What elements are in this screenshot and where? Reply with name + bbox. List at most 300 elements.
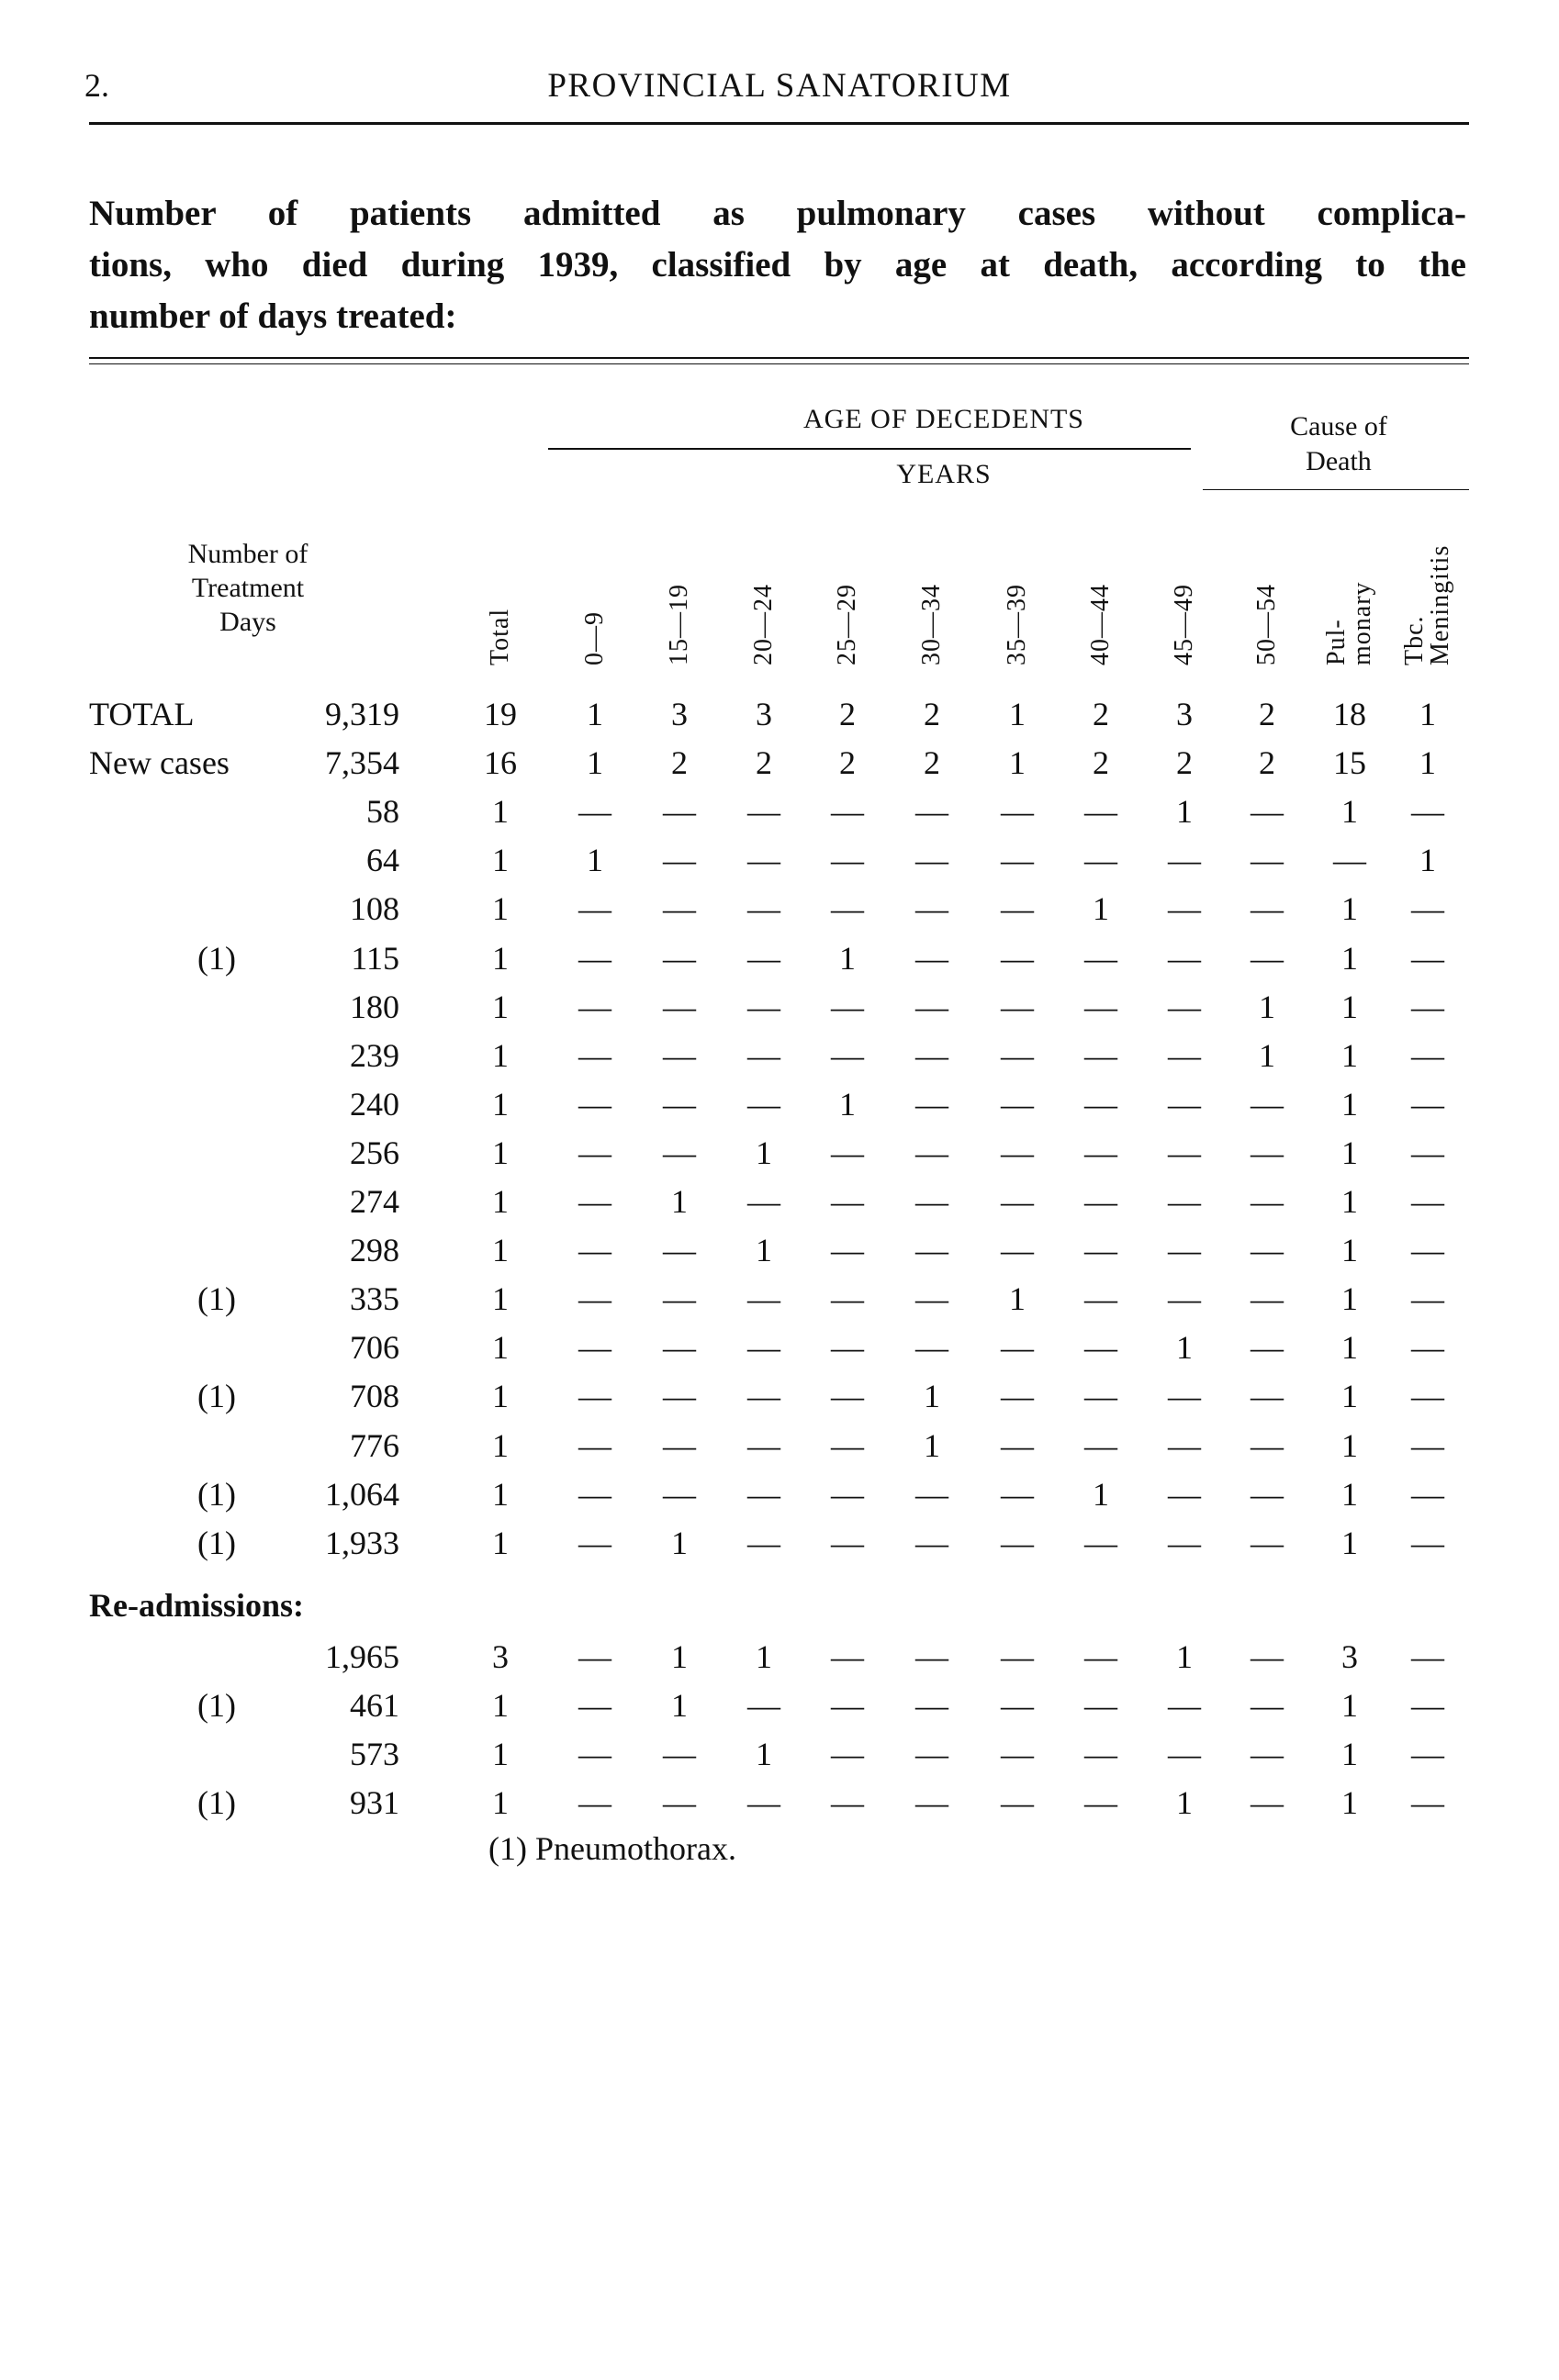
table-row: [0, 1324, 1559, 1371]
row-note-marker: (1): [197, 1475, 236, 1513]
treatment-days-cell: 7,354: [325, 744, 399, 782]
table-cell: 2: [756, 744, 772, 782]
table-cell: —: [747, 842, 780, 879]
table-cell: —: [1411, 1638, 1444, 1675]
table-cell: —: [578, 1329, 611, 1367]
table-cell: —: [1168, 1280, 1201, 1318]
table-cell: —: [578, 1736, 611, 1773]
table-cell: 1: [1341, 1085, 1358, 1123]
table-cell: —: [1168, 1085, 1201, 1123]
table-cell: 1: [1176, 793, 1193, 831]
table-cell: —: [915, 1329, 948, 1367]
table-cell: —: [1084, 1426, 1117, 1464]
table-cell: —: [831, 988, 864, 1025]
table-cell: —: [1411, 890, 1444, 928]
table-cell: —: [1084, 1036, 1117, 1074]
table-cell: —: [1001, 1085, 1034, 1123]
table-row: [0, 836, 1559, 884]
table-cell: 2: [1259, 696, 1275, 732]
cause-header-line: Death: [1306, 446, 1372, 476]
treatment-days-cell: 461: [350, 1687, 399, 1725]
table-cell: —: [1084, 1134, 1117, 1171]
table-cell: 1: [1341, 1232, 1358, 1269]
table-cell: —: [915, 1232, 948, 1269]
table-cell: —: [663, 1232, 696, 1269]
caption-line: number of days treated:: [89, 296, 457, 336]
table-cell: 1: [492, 1280, 509, 1318]
table-row: [0, 1470, 1559, 1518]
table-cell: —: [1084, 1329, 1117, 1367]
table-cell: —: [1001, 793, 1034, 831]
table-cell: —: [663, 988, 696, 1025]
table-cell: —: [663, 1378, 696, 1415]
table-cell: —: [663, 1134, 696, 1171]
table-cell: —: [578, 1524, 611, 1561]
table-cell: —: [1168, 1134, 1201, 1171]
table-cell: 1: [587, 744, 603, 782]
table-cell: 1: [1341, 1183, 1358, 1220]
table-cell: —: [663, 1329, 696, 1367]
table-cell: —: [915, 793, 948, 831]
table-cell: 1: [492, 1134, 509, 1171]
table-cell: 1: [1341, 1687, 1358, 1725]
table-cell: —: [1084, 1232, 1117, 1269]
table-cell: —: [831, 1524, 864, 1561]
table-cell: —: [1084, 1638, 1117, 1675]
table-cell: 1: [492, 842, 509, 879]
treatment-days-cell: 1,965: [325, 1638, 399, 1675]
table-cell: 2: [839, 744, 856, 782]
column-header-text: 25—29: [833, 584, 861, 665]
table-cell: —: [915, 890, 948, 928]
table-cell: 1: [492, 1378, 509, 1415]
table-cell: —: [831, 842, 864, 879]
table-cell: —: [1001, 1524, 1034, 1561]
table-cell: —: [578, 939, 611, 977]
column-header-text: 50—54: [1252, 584, 1281, 665]
table-cell: —: [1084, 1524, 1117, 1561]
table-cell: —: [1411, 793, 1444, 831]
table-cell: 3: [756, 696, 772, 732]
row-label: TOTAL: [89, 696, 195, 732]
table-cell: 2: [1259, 744, 1275, 782]
treatment-days-cell: 1,064: [325, 1475, 399, 1513]
table-cell: —: [663, 1475, 696, 1513]
table-row: [0, 1032, 1559, 1079]
table-cell: —: [747, 793, 780, 831]
treatment-days-cell: 256: [350, 1134, 399, 1171]
table-cell: —: [1411, 1329, 1444, 1367]
table-cell: —: [1001, 1329, 1034, 1367]
table-row: [0, 983, 1559, 1031]
table-cell: 1: [1341, 1784, 1358, 1822]
table-cell: —: [578, 1134, 611, 1171]
table-cell: —: [915, 1134, 948, 1171]
group-header: AGE OF DECEDENTS: [803, 404, 1084, 434]
table-cell: 1: [1341, 890, 1358, 928]
column-header-text: monary: [1348, 581, 1376, 665]
column-header-text: 15—19: [665, 584, 693, 665]
table-cell: —: [1251, 1736, 1284, 1773]
cause-header: [1290, 409, 1387, 479]
table-cell: —: [578, 1426, 611, 1464]
table-cell: —: [1168, 842, 1201, 879]
table-cell: —: [831, 1280, 864, 1318]
table-cell: 1: [492, 1687, 509, 1725]
table-cell: 1: [1341, 1036, 1358, 1074]
table-cell: —: [1411, 1784, 1444, 1822]
table-cell: —: [831, 1475, 864, 1513]
table-cell: —: [578, 1036, 611, 1074]
table-cell: —: [663, 793, 696, 831]
table-cell: —: [915, 1524, 948, 1561]
table-cell: —: [831, 1232, 864, 1269]
table-caption: [89, 188, 1466, 342]
table-cell: —: [831, 1134, 864, 1171]
table-cell: —: [1251, 1475, 1284, 1513]
table-cell: —: [1168, 1183, 1201, 1220]
table-cell: 1: [1341, 1736, 1358, 1773]
cause-header-rule: [1203, 489, 1469, 490]
table-cell: —: [1168, 1036, 1201, 1074]
table-cell: 2: [924, 696, 940, 732]
table-cell: —: [747, 1524, 780, 1561]
table-cell: 1: [924, 1426, 940, 1464]
table-cell: 1: [492, 1183, 509, 1220]
table-cell: —: [915, 1784, 948, 1822]
table-cell: 1: [1259, 988, 1275, 1025]
table-cell: 1: [1176, 1329, 1193, 1367]
table-cell: —: [915, 1736, 948, 1773]
table-cell: —: [747, 1687, 780, 1725]
table-row: [0, 1178, 1559, 1225]
table-cell: —: [663, 890, 696, 928]
table-cell: —: [831, 1378, 864, 1415]
table-cell: 1: [1176, 1784, 1193, 1822]
table-cell: —: [747, 1183, 780, 1220]
table-cell: 1: [1341, 1426, 1358, 1464]
table-cell: —: [1168, 1378, 1201, 1415]
table-cell: 1: [756, 1736, 772, 1773]
table-cell: —: [578, 1085, 611, 1123]
table-cell: —: [663, 1085, 696, 1123]
treatment-days-cell: 64: [366, 842, 399, 879]
treatment-days-cell: 9,319: [325, 696, 399, 732]
table-row: [0, 1080, 1559, 1128]
table-row: [0, 788, 1559, 835]
table-row: [0, 1372, 1559, 1420]
table-cell: 2: [924, 744, 940, 782]
table-cell: —: [1084, 1736, 1117, 1773]
treatment-days-cell: 298: [350, 1232, 399, 1269]
table-cell: 1: [671, 1638, 688, 1675]
column-header-text: Tbc.: [1400, 615, 1429, 665]
table-cell: —: [578, 1232, 611, 1269]
table-cell: 3: [1176, 696, 1193, 732]
years-subheader: YEARS: [896, 459, 992, 489]
table-cell: —: [663, 1036, 696, 1074]
table-cell: —: [1251, 1638, 1284, 1675]
table-cell: —: [1084, 842, 1117, 879]
table-cell: —: [1168, 1524, 1201, 1561]
table-cell: —: [1251, 1280, 1284, 1318]
table-cell: —: [1001, 1036, 1034, 1074]
table-cell: —: [915, 1475, 948, 1513]
table-cell: 1: [492, 1036, 509, 1074]
table-cell: —: [1251, 939, 1284, 977]
table-row: [0, 1633, 1559, 1681]
treatment-days-cell: 58: [366, 793, 399, 831]
table-cell: 1: [492, 890, 509, 928]
table-cell: 1: [1341, 1378, 1358, 1415]
table-cell: —: [663, 1736, 696, 1773]
caption-line: tions, who died during 1939, classified by age at death, according to the: [89, 245, 1466, 285]
table-cell: —: [747, 1784, 780, 1822]
table-cell: 2: [1176, 744, 1193, 782]
table-cell: —: [1168, 1736, 1201, 1773]
table-cell: —: [1251, 842, 1284, 879]
table-cell: —: [1251, 1232, 1284, 1269]
table-cell: 16: [484, 744, 517, 782]
table-cell: 1: [671, 1524, 688, 1561]
treatment-days-cell: 1,933: [325, 1524, 399, 1561]
table-cell: —: [1168, 1475, 1201, 1513]
table-cell: —: [1251, 1085, 1284, 1123]
table-cell: —: [1001, 842, 1034, 879]
table-row: [0, 1682, 1559, 1729]
table-cell: —: [831, 1426, 864, 1464]
row-note-marker: (1): [197, 1687, 236, 1725]
table-cell: —: [1411, 939, 1444, 977]
table-cell: 18: [1333, 696, 1366, 732]
treatment-days-cell: 706: [350, 1329, 399, 1367]
table-cell: —: [747, 1475, 780, 1513]
table-cell: —: [915, 939, 948, 977]
table-cell: —: [578, 890, 611, 928]
stub-header-line: Treatment: [191, 573, 305, 603]
table-cell: 3: [492, 1638, 509, 1675]
table-cell: —: [1411, 1378, 1444, 1415]
table-cell: —: [1333, 842, 1366, 879]
table-cell: —: [1411, 1085, 1444, 1123]
row-note-marker: (1): [197, 1524, 236, 1561]
table-cell: 15: [1333, 744, 1366, 782]
table-cell: 1: [492, 1736, 509, 1773]
table-cell: —: [1251, 1784, 1284, 1822]
table-cell: 1: [1009, 696, 1026, 732]
table-cell: —: [1001, 1638, 1034, 1675]
table-cell: —: [915, 1036, 948, 1074]
table-cell: —: [1251, 1426, 1284, 1464]
table-row: [0, 1519, 1559, 1567]
row-note-marker: (1): [197, 1378, 236, 1415]
table-cell: —: [831, 890, 864, 928]
page-number: 2.: [84, 67, 109, 104]
table-row: [0, 1422, 1559, 1469]
table-row: [0, 1730, 1559, 1778]
stub-header-line: Number of: [187, 539, 308, 569]
table-cell: 1: [1341, 793, 1358, 831]
table-row: [0, 934, 1559, 982]
table-cell: 1: [1341, 988, 1358, 1025]
table-cell: —: [831, 1687, 864, 1725]
treatment-days-cell: 180: [350, 988, 399, 1025]
table-cell: —: [1168, 1232, 1201, 1269]
table-cell: —: [747, 1426, 780, 1464]
caption-line: Number of patients admitted as pulmonary cases without complica-: [89, 194, 1466, 233]
table-cell: —: [1411, 1426, 1444, 1464]
readmissions-heading: Re-admissions:: [89, 1587, 305, 1624]
table-cell: —: [747, 1280, 780, 1318]
table-cell: —: [1411, 1687, 1444, 1725]
table-cell: 1: [1341, 1329, 1358, 1367]
table-cell: —: [1411, 1036, 1444, 1074]
table-cell: —: [831, 1638, 864, 1675]
table-cell: 1: [492, 988, 509, 1025]
table-cell: —: [1001, 1736, 1034, 1773]
table-cell: —: [1084, 1085, 1117, 1123]
table-cell: 1: [1419, 696, 1436, 732]
table-cell: 1: [1419, 744, 1436, 782]
table-cell: —: [1084, 1784, 1117, 1822]
table-cell: 1: [1009, 1280, 1026, 1318]
table-top-rule: [89, 357, 1469, 359]
table-cell: 1: [671, 1183, 688, 1220]
table-cell: —: [1084, 1183, 1117, 1220]
treatment-days-cell: 239: [350, 1036, 399, 1074]
table-cell: —: [831, 1784, 864, 1822]
table-cell: —: [1411, 1524, 1444, 1561]
column-header-text: Meningitis: [1426, 544, 1454, 665]
stub-header: [110, 537, 386, 639]
table-cell: —: [1251, 793, 1284, 831]
row-label: New cases: [89, 744, 230, 782]
table-cell: —: [747, 1036, 780, 1074]
table-cell: 1: [1176, 1638, 1193, 1675]
table-row: [0, 690, 1559, 738]
footnote: (1) Pneumothorax.: [488, 1830, 736, 1867]
table-cell: —: [1084, 1687, 1117, 1725]
table-cell: —: [1251, 1378, 1284, 1415]
table-row: [0, 1226, 1559, 1274]
table-cell: —: [747, 939, 780, 977]
table-cell: 1: [1093, 1475, 1109, 1513]
table-cell: —: [578, 1183, 611, 1220]
table-cell: —: [1001, 939, 1034, 977]
table-cell: —: [747, 1378, 780, 1415]
table-cell: 2: [1093, 696, 1109, 732]
table-cell: 1: [1419, 842, 1436, 879]
table-cell: —: [578, 1687, 611, 1725]
column-header-text: 35—39: [1003, 584, 1031, 665]
table-cell: 1: [492, 1232, 509, 1269]
running-head: PROVINCIAL SANATORIUM: [547, 67, 1012, 105]
table-top-rule-second: [89, 363, 1469, 364]
table-cell: —: [1001, 1784, 1034, 1822]
table-cell: —: [1001, 890, 1034, 928]
table-cell: 1: [1093, 890, 1109, 928]
table-cell: —: [1001, 1687, 1034, 1725]
table-cell: 19: [484, 696, 517, 732]
table-cell: —: [663, 1280, 696, 1318]
table-cell: 3: [1341, 1638, 1358, 1675]
table-cell: —: [578, 1784, 611, 1822]
header-rule: [89, 122, 1469, 125]
table-cell: —: [663, 842, 696, 879]
treatment-days-cell: 108: [350, 890, 399, 928]
table-cell: 2: [671, 744, 688, 782]
table-cell: 1: [1009, 744, 1026, 782]
table-cell: —: [1084, 1280, 1117, 1318]
table-cell: —: [1001, 1183, 1034, 1220]
table-cell: 1: [587, 696, 603, 732]
stub-header-line: Days: [219, 607, 276, 637]
table-cell: 1: [587, 842, 603, 879]
table-cell: —: [578, 988, 611, 1025]
table-row: [0, 739, 1559, 787]
table-cell: —: [663, 939, 696, 977]
table-cell: 1: [492, 1784, 509, 1822]
table-cell: 2: [1093, 744, 1109, 782]
column-header-text: 30—34: [917, 584, 946, 665]
table-cell: —: [747, 988, 780, 1025]
table-cell: —: [1084, 793, 1117, 831]
table-cell: 1: [924, 1378, 940, 1415]
treatment-days-cell: 240: [350, 1085, 399, 1123]
treatment-days-cell: 931: [350, 1784, 399, 1822]
table-cell: 1: [756, 1638, 772, 1675]
table-cell: —: [747, 1085, 780, 1123]
table-cell: —: [1251, 890, 1284, 928]
column-header-text: Total: [486, 608, 514, 665]
treatment-days-cell: 115: [351, 939, 399, 977]
table-cell: —: [831, 1329, 864, 1367]
table-cell: 3: [671, 696, 688, 732]
column-header-text: Pul-: [1322, 619, 1351, 665]
table-cell: —: [915, 1280, 948, 1318]
table-cell: —: [1168, 1426, 1201, 1464]
table-cell: 1: [492, 1085, 509, 1123]
table-cell: —: [831, 793, 864, 831]
table-cell: —: [1251, 1134, 1284, 1171]
table-cell: —: [1001, 1475, 1034, 1513]
table-cell: 1: [492, 1524, 509, 1561]
row-note-marker: (1): [197, 939, 236, 977]
table-row: [0, 885, 1559, 933]
cause-header-line: Cause of: [1290, 411, 1387, 441]
table-cell: —: [831, 1183, 864, 1220]
table-cell: —: [1251, 1687, 1284, 1725]
table-cell: —: [663, 1784, 696, 1822]
table-cell: —: [831, 1736, 864, 1773]
table-cell: —: [578, 1475, 611, 1513]
table-cell: —: [915, 1183, 948, 1220]
table-cell: 1: [1341, 1134, 1358, 1171]
table-cell: 1: [492, 939, 509, 977]
table-cell: 1: [1341, 1524, 1358, 1561]
table-cell: —: [747, 890, 780, 928]
table-row: [0, 1779, 1559, 1827]
table-cell: —: [1411, 1736, 1444, 1773]
treatment-days-cell: 274: [350, 1183, 399, 1220]
table-row: [0, 1275, 1559, 1323]
table-cell: —: [1084, 988, 1117, 1025]
treatment-days-cell: 708: [350, 1378, 399, 1415]
table-cell: 1: [756, 1134, 772, 1171]
table-cell: —: [1251, 1524, 1284, 1561]
row-note-marker: (1): [197, 1280, 236, 1318]
column-header-text: 0—9: [580, 611, 609, 665]
